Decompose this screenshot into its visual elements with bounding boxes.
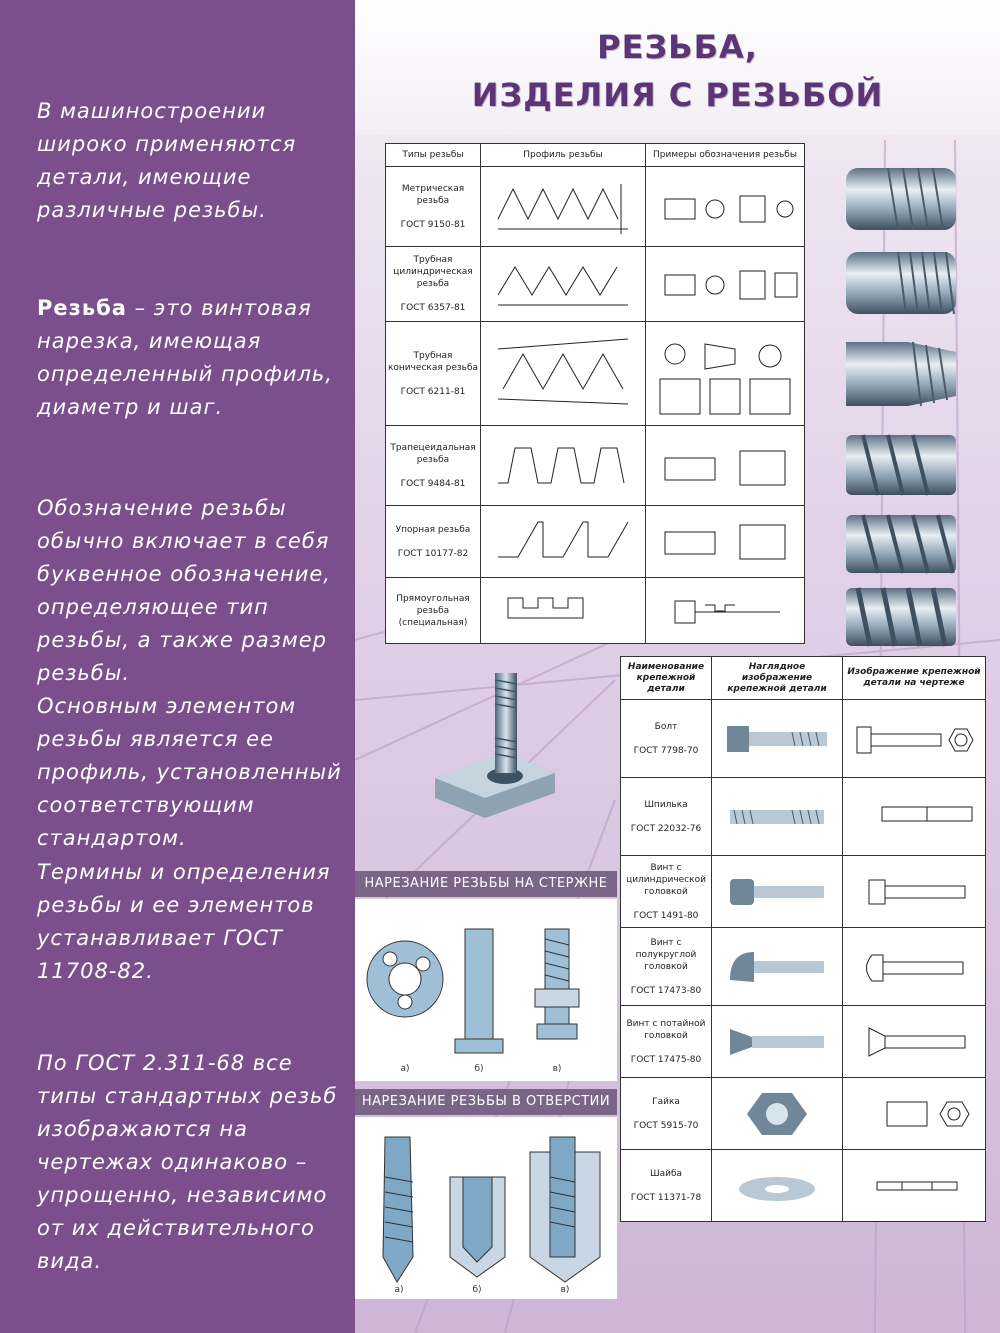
rod-threading-figure xyxy=(355,899,617,1081)
designation-paragraph: Обозначение резьбы обычно включает в себя буквенное обозначение, определяющее тип резьбы, а также размер резьбы. xyxy=(37,496,331,685)
thread-profile-drawing xyxy=(481,322,646,426)
caption-a: а) xyxy=(400,1064,410,1074)
thread-types-table xyxy=(385,143,805,644)
fastener-name-cell: Шайба ГОСТ 11371-78 xyxy=(621,1150,712,1222)
bolt-picture xyxy=(712,700,843,778)
trapezoidal-thread-image xyxy=(846,435,956,495)
table-row xyxy=(386,322,805,426)
table-row xyxy=(621,778,986,856)
caption-a: а) xyxy=(394,1285,404,1295)
table-row xyxy=(621,1150,986,1222)
thread-table-header xyxy=(386,144,805,167)
bolt-drawing xyxy=(843,700,986,778)
thread-definition-paragraph xyxy=(37,292,342,424)
page-title-line2: ИЗДЕЛИЯ С РЕЗЬБОЙ xyxy=(471,76,884,114)
header-thread-profile: Профиль резьбы xyxy=(481,144,646,167)
thread-profile-drawing xyxy=(481,506,646,578)
table-row xyxy=(386,167,805,247)
table-row xyxy=(621,1006,986,1078)
table-row xyxy=(621,700,986,778)
thread-definition: – это винтовая нарезка, имеющая определенный профиль, диаметр и шаг. xyxy=(37,296,333,419)
page-title-line1: РЕЗЬБА, xyxy=(597,28,758,66)
table-row xyxy=(386,426,805,506)
gost-paragraph: По ГОСТ 2.311-68 все типы стандартных резьб изображаются на чертежах одинаково – упрощенно, независимо от их действительного вида. xyxy=(37,1051,338,1273)
thread-profile-drawing xyxy=(481,578,646,644)
fastener-name-cell: Винт с потайной головкой ГОСТ 17475-80 xyxy=(621,1006,712,1078)
thread-profile-drawing xyxy=(481,167,646,247)
table-row xyxy=(621,856,986,928)
table-row xyxy=(386,578,805,644)
metric-thread-image xyxy=(846,168,956,230)
thread-example-drawing xyxy=(646,322,805,426)
round-head-screw-drawing xyxy=(843,928,986,1006)
thread-profile-drawing xyxy=(481,247,646,322)
thread-example-drawing xyxy=(646,426,805,506)
fastener-name-cell: Болт ГОСТ 7798-70 xyxy=(621,700,712,778)
caption-c: в) xyxy=(560,1285,570,1295)
pipe-thread-image xyxy=(846,252,956,314)
table-row xyxy=(621,1078,986,1150)
fastener-name-cell: Винт с полукруглой головкой ГОСТ 17473-80 xyxy=(621,928,712,1006)
section-hole-threading: НАРЕЗАНИЕ РЕЗЬБЫ В ОТВЕРСТИИ xyxy=(355,1089,617,1115)
thread-example-drawing xyxy=(646,167,805,247)
countersunk-screw-drawing xyxy=(843,1006,986,1078)
fastener-name-cell: Гайка ГОСТ 5915-70 xyxy=(621,1078,712,1150)
caption-b: б) xyxy=(474,1064,484,1074)
nut-drawing xyxy=(843,1078,986,1150)
rectangular-thread-image xyxy=(846,588,956,646)
thread-name-cell: Метрическая резьба ГОСТ 9150-81 xyxy=(386,167,481,247)
stud-picture xyxy=(712,778,843,856)
thread-profile-drawing xyxy=(481,426,646,506)
caption-b: б) xyxy=(472,1285,482,1295)
fastener-table-header xyxy=(621,657,986,700)
thread-name-cell: Упорная резьба ГОСТ 10177-82 xyxy=(386,506,481,578)
terms-paragraph: Термины и определения резьбы и ее элементов устанавливает ГОСТ 11708-82. xyxy=(37,860,331,983)
thread-name-cell: Трубная цилиндрическая резьба ГОСТ 6357-81 xyxy=(386,247,481,322)
thread-term: Резьба xyxy=(37,296,127,320)
section-rod-threading: НАРЕЗАНИЕ РЕЗЬБЫ НА СТЕРЖНЕ xyxy=(355,871,617,897)
caption-c: в) xyxy=(552,1064,562,1074)
thread-example-drawing xyxy=(646,247,805,322)
stud-in-block-image xyxy=(425,668,565,828)
thread-example-drawing xyxy=(646,578,805,644)
fastener-table xyxy=(620,656,986,1222)
thread-name-cell: Трапецеидальная резьба ГОСТ 9484-81 xyxy=(386,426,481,506)
table-row xyxy=(621,928,986,1006)
intro-paragraph: В машиностроении широко применяются детали, имеющие различные резьбы. xyxy=(37,99,297,222)
cylinder-screw-drawing xyxy=(843,856,986,928)
countersunk-screw-picture xyxy=(712,1006,843,1078)
thread-name-cell: Трубная коническая резьба ГОСТ 6211-81 xyxy=(386,322,481,426)
hole-threading-figure xyxy=(355,1117,617,1299)
cylinder-screw-picture xyxy=(712,856,843,928)
thread-example-drawing xyxy=(646,506,805,578)
buttress-thread-image xyxy=(846,515,956,573)
header-fastener-name: Наименование крепежной детали xyxy=(621,657,712,700)
header-thread-examples: Примеры обозначения резьбы xyxy=(646,144,805,167)
header-fastener-drawing: Изображение крепежной детали на чертеже xyxy=(843,657,986,700)
conical-thread-image xyxy=(846,342,956,406)
profile-paragraph: Основным элементом резьбы является ее профиль, установленный соответствующим стандартом. xyxy=(37,694,342,850)
table-row xyxy=(386,506,805,578)
thread-name-cell: Прямоугольная резьба (специальная) xyxy=(386,578,481,644)
thread-3d-illustrations xyxy=(838,160,966,650)
stud-drawing xyxy=(843,778,986,856)
round-head-screw-picture xyxy=(712,928,843,1006)
nut-picture xyxy=(712,1078,843,1150)
washer-picture xyxy=(712,1150,843,1222)
left-panel xyxy=(0,0,355,1333)
washer-drawing xyxy=(843,1150,986,1222)
header-thread-types: Типы резьбы xyxy=(386,144,481,167)
header-fastener-picture: Наглядное изображение крепежной детали xyxy=(712,657,843,700)
fastener-name-cell: Винт с цилиндрической головкой ГОСТ 1491-80 xyxy=(621,856,712,928)
fastener-name-cell: Шпилька ГОСТ 22032-76 xyxy=(621,778,712,856)
table-row xyxy=(386,247,805,322)
